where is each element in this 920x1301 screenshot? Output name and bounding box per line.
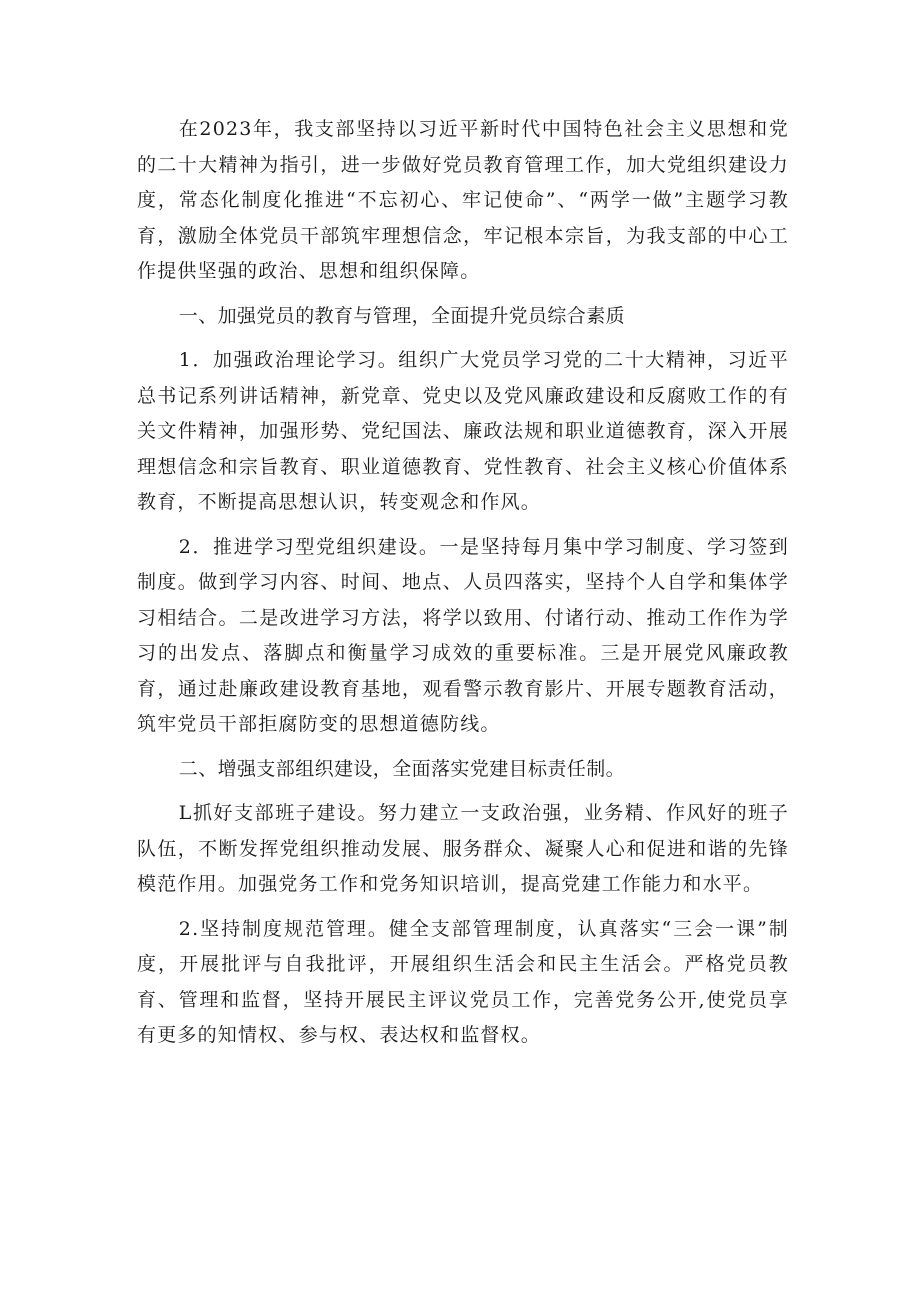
paragraph-2-2: 2.坚持制度规范管理。健全支部管理制度，认真落实“三会一课”制度，开展批评与自我批评，开展组织生活会和民主生活会。严格党员教育、管理和监督，坚持开展民主评议党员工作，完善党务公开,使党员享有更多的知情权、参与权、表达权和监督权。 [137,917,789,1046]
document-page [137,112,789,1054]
intro-paragraph: 在2023年，我支部坚持以习近平新时代中国特色社会主义思想和党的二十大精神为指引，进一步做好党员教育管理工作，加大党组织建设力度，常态化制度化推进“不忘初心、牢记使命”、“两学一做”主题学习教育，激励全体党员干部筑牢理想信念，牢记根本宗旨，为我支部的中心工作提供坚强的政治、思想和组织保障。 [137,118,789,282]
section-heading-2: 二、增强支部组织建设，全面落实党建目标责任制。 [178,757,625,780]
section-heading-1: 一、加强党员的教育与管理，全面提升党员综合素质 [178,304,625,327]
paragraph-1-2: 2．推进学习型党组织建设。一是坚持每月集中学习制度、学习签到制度。做到学习内容、时间、地点、人员四落实，坚持个人自学和集体学习相结合。二是改进学习方法，将学以致用、付诸行动、推动工作作为学习的出发点、落脚点和衡量学习成效的重要标准。三是开展党风廉政教育，通过赴廉政建设教育基地，观看警示教育影片、开展专题教育活动，筑牢党员干部拒腐防变的思想道德防线。 [137,535,789,735]
paragraph-2-1: L抓好支部班子建设。努力建立一支政治强，业务精、作风好的班子队伍，不断发挥党组织推动发展、服务群众、凝聚人心和促进和谐的先锋模范作用。加强党务工作和党务知识培训，提高党建工作能力和水平。 [137,802,789,895]
paragraph-1-1: 1．加强政治理论学习。组织广大党员学习党的二十大精神，习近平总书记系列讲话精神，新党章、党史以及党风廉政建设和反腐败工作的有关文件精神，加强形势、党纪国法、廉政法规和职业道德教育，深入开展理想信念和宗旨教育、职业道德教育、党性教育、社会主义核心价值体系教育，不断提高思想认识，转变观念和作风。 [137,349,789,513]
